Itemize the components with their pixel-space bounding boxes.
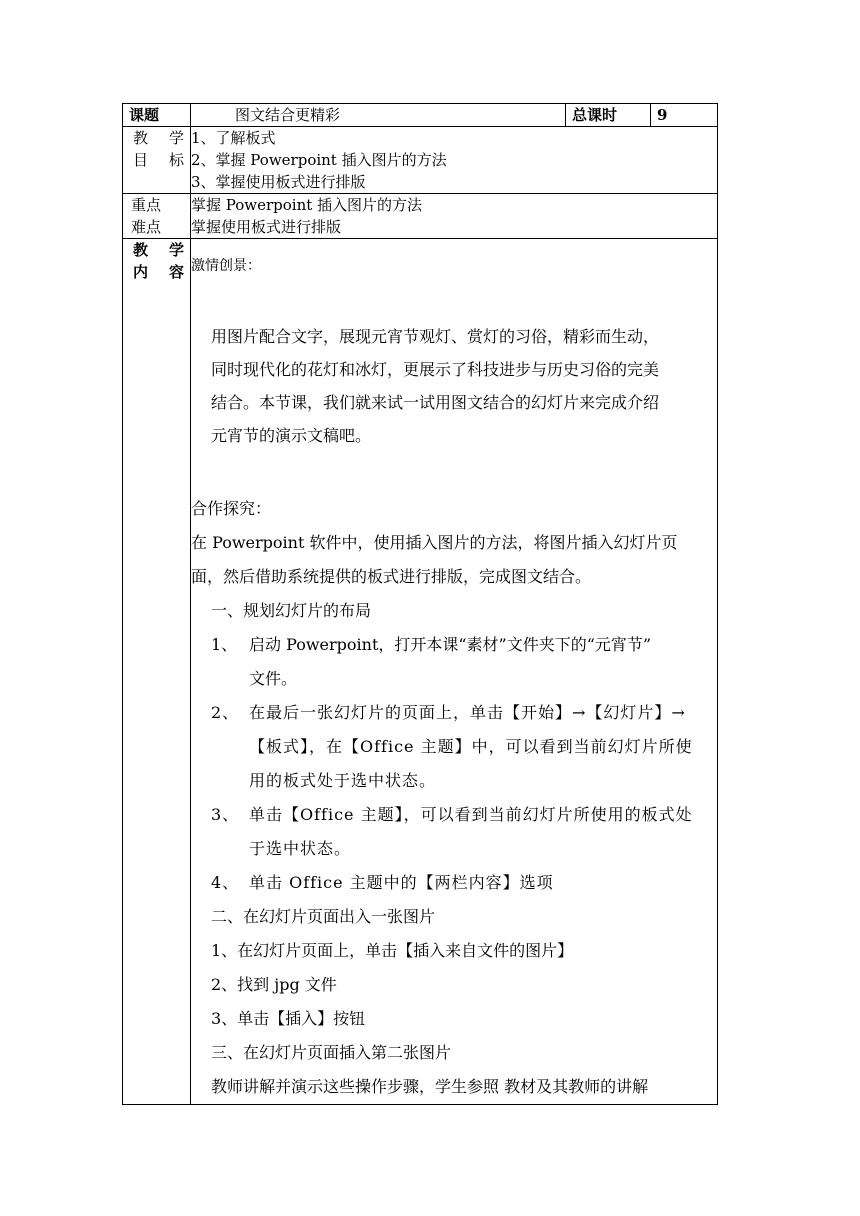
closing-line: 教师讲解并演示这些操作步骤，学生参照 教材及其教师的讲解: [211, 1077, 649, 1096]
lesson-plan-table: [122, 103, 718, 1105]
header-row: [123, 104, 718, 127]
objective-item: 3、掌握使用板式进行排版: [191, 173, 366, 191]
objective-item: 1、了解板式: [191, 129, 276, 147]
coop-heading: 合作探究：: [191, 499, 272, 518]
key-points-list: [191, 194, 718, 239]
hours-value: 9: [651, 104, 718, 127]
content-label: 教 学 内 容: [123, 239, 191, 1105]
step-item: 1、 启动 Powerpoint，打开本课“素材”文件夹下的“元宵节” 文件。: [211, 635, 652, 688]
part2-heading: 二、在幻灯片页面出入一张图片: [211, 907, 436, 926]
step-item: 2、 在最后一张幻灯片的页面上，单击【开始】→【幻灯片】→ 【板式】，在【Office 主题】中，可以看到当前幻灯片所使 用的板式处于选中状态。: [211, 703, 693, 790]
key-points-row: [123, 194, 718, 239]
objective-item: 2、掌握 Powerpoint 插入图片的方法: [191, 151, 447, 169]
intro-paragraph: 用图片配合文字，展现元宵节观灯、赏灯的习俗，精彩而生动， 同时现代化的花灯和冰灯，更展示了科技进步与历史习俗的完美 结合。本节课，我们就来试一试用图文结合的幻灯片来完成介绍 元宵节的演示文稿吧。: [211, 327, 660, 445]
intro-heading: 激情创景：: [191, 258, 261, 274]
part3-heading: 三、在幻灯片页面插入第二张图片: [211, 1043, 452, 1062]
content-body: [191, 239, 718, 1105]
key-point-item: 掌握 Powerpoint 插入图片的方法: [191, 196, 423, 214]
key-point-item: 掌握使用板式进行排版: [191, 218, 342, 236]
topic-label: 课题: [123, 104, 191, 127]
hours-label: 总课时: [566, 104, 651, 127]
part2-line: 3、单击【插入】按钮: [211, 1009, 366, 1028]
content-row: [123, 239, 718, 1105]
topic-value: 图文结合更精彩: [191, 104, 566, 127]
objectives-list: [191, 127, 718, 194]
part2-line: 1、在幻灯片页面上，单击【插入来自文件的图片】: [211, 941, 574, 960]
part1-heading: 一、规划幻灯片的布局: [211, 601, 372, 620]
step-item: 4、 单击 Office 主题中的【两栏内容】选项: [211, 873, 554, 892]
coop-line: 面，然后借助系统提供的板式进行排版，完成图文结合。: [191, 567, 592, 586]
objectives-row: [123, 127, 718, 194]
part2-line: 2、找到 jpg 文件: [211, 975, 337, 994]
key-points-label: 重点 难点: [123, 194, 191, 239]
step-item: 3、 单击【Office 主题】，可以看到当前幻灯片所使用的板式处 于选中状态。: [211, 805, 693, 858]
objectives-label: 教 学 目 标: [123, 127, 191, 194]
coop-line: 在 Powerpoint 软件中，使用插入图片的方法，将图片插入幻灯片页: [191, 533, 678, 552]
